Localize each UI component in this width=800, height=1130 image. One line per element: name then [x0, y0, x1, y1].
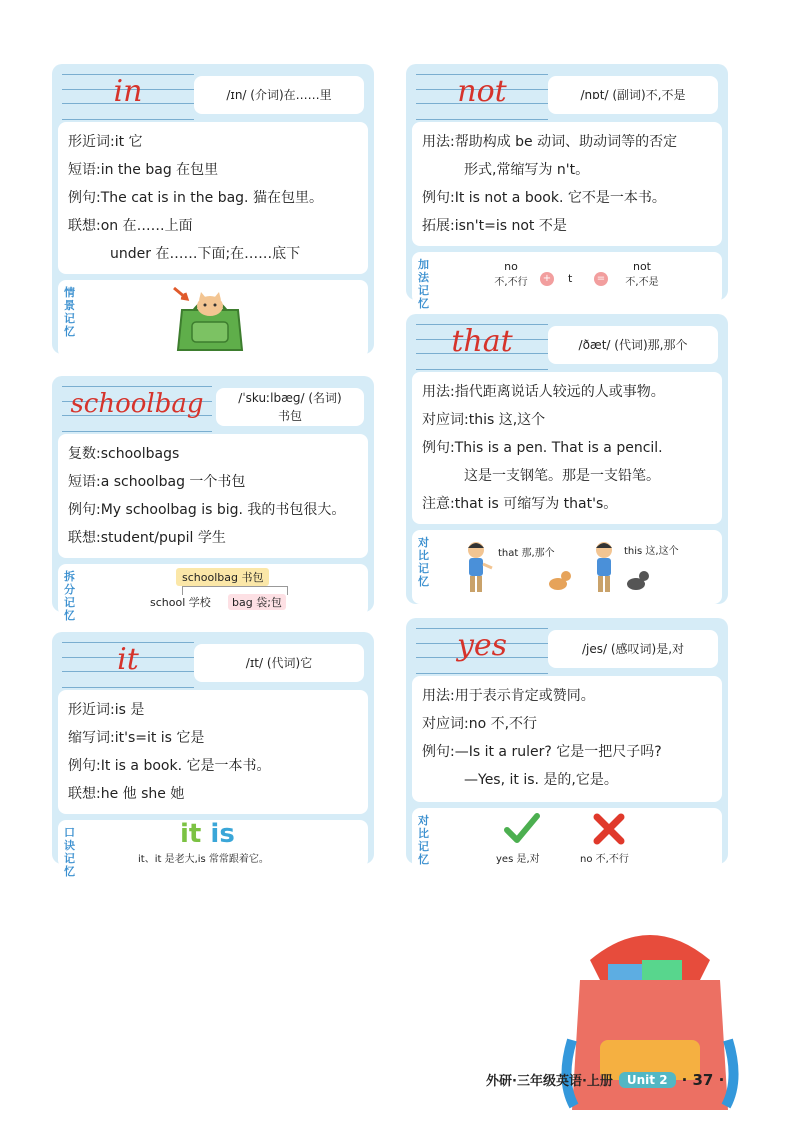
memory-box: [58, 564, 368, 622]
memory-box: [412, 252, 722, 310]
card-body: [412, 676, 722, 802]
cross-icon: [592, 812, 626, 846]
memory-box: [412, 808, 722, 870]
card-not: [406, 64, 728, 310]
phrase: 短语:a schoolbag 一个书包: [68, 474, 246, 490]
association-2: under 在……下面;在……底下: [110, 246, 301, 262]
card-header: [58, 70, 368, 122]
compare-that: that 那,那个: [498, 548, 555, 559]
contraction: 缩写词:it's=it is 它是: [68, 730, 205, 746]
card-header: [412, 70, 722, 122]
association: 联想:student/pupil 学生: [68, 530, 226, 546]
example: 例句:It is a book. 它是一本书。: [68, 758, 271, 774]
usage: 用法:指代距离说话人较远的人或事物。: [422, 384, 665, 400]
memory-box: [58, 819, 368, 878]
check-icon: [504, 812, 540, 846]
memory-label: 口诀记忆: [64, 826, 75, 878]
phrase: 短语:in the bag 在包里: [68, 162, 219, 178]
counterpart: 对应词:no 不,不行: [422, 716, 538, 732]
example: 例句:The cat is in the bag. 猫在包里。: [68, 190, 323, 206]
eq-c: [614, 260, 670, 288]
memory-box: [412, 530, 722, 604]
example-translation: 这是一支钢笔。那是一支铅笔。: [464, 468, 660, 484]
memory-label: 情景记忆: [64, 286, 75, 338]
book-title: 外研·三年级英语·上册: [486, 1074, 613, 1089]
memory-label: 对比记忆: [418, 536, 429, 588]
headword: it: [117, 642, 139, 677]
compare-no: no 不,不行: [580, 854, 629, 865]
cat-in-bag-illustration: [170, 284, 250, 354]
example: 例句:My schoolbag is big. 我的书包很大。: [68, 502, 346, 518]
unit-badge: Unit 2: [619, 1072, 676, 1088]
eq-a-word: no: [504, 260, 518, 273]
it-is-graphic: [180, 820, 235, 848]
phonetic-box: /ɪt/ (代词)它: [194, 644, 364, 682]
phonetic-box: /jes/ (感叹词)是,对: [548, 630, 718, 668]
eq-b: t: [568, 272, 573, 285]
card-it: [52, 632, 374, 878]
card-header: [412, 624, 722, 676]
compare-yes: yes 是,对: [496, 854, 540, 865]
phonetic-box: /ɪn/ (介词)在……里: [194, 76, 364, 114]
card-header: [58, 638, 368, 690]
card-body: [412, 122, 722, 246]
eq-c-meaning: 不,不是: [625, 277, 659, 288]
usage-2: 形式,常缩写为 n't。: [464, 162, 590, 178]
memory-label: 对比记忆: [418, 814, 429, 866]
near-word: 形近词:it 它: [68, 134, 143, 150]
plus-sign: +: [540, 272, 554, 286]
phonetic-line-2: 书包: [277, 409, 302, 423]
card-body: [412, 372, 722, 524]
headword: yes: [456, 628, 508, 663]
headword: that: [451, 324, 513, 359]
plural: 复数:schoolbags: [68, 446, 180, 462]
extension: 拓展:isn't=is not 不是: [422, 218, 567, 234]
example-answer: —Yes, it is. 是的,它是。: [464, 772, 618, 788]
memory-label: 加法记忆: [418, 258, 429, 310]
usage: 用法:帮助构成 be 动词、助动词等的否定: [422, 134, 678, 150]
phonetic-box: [216, 388, 364, 426]
card-body: [58, 690, 368, 814]
page-footer: [486, 1070, 724, 1089]
eq-a-meaning: 不,不行: [494, 277, 528, 288]
association: 联想:on 在……上面: [68, 218, 193, 234]
graphic-is: is: [210, 819, 235, 849]
usage: 用法:用于表示肯定或赞同。: [422, 688, 595, 704]
association: 联想:he 他 she 她: [68, 786, 185, 802]
counterpart: 对应词:this 这,这个: [422, 412, 546, 428]
card-header: [412, 320, 722, 372]
near-word: 形近词:is 是: [68, 702, 145, 718]
note: 注意:that is 可缩写为 that's。: [422, 496, 618, 512]
memory-box: [58, 280, 368, 358]
eq-c-word: not: [632, 260, 651, 273]
memory-label: 拆分记忆: [64, 570, 75, 622]
card-body: [58, 122, 368, 274]
headword: in: [113, 74, 143, 109]
compare-this: this 这,这个: [624, 546, 679, 557]
graphic-it: it: [180, 819, 202, 849]
headword: schoolbag: [70, 389, 204, 419]
split-top: schoolbag 书包: [176, 568, 269, 586]
equals-sign: =: [594, 272, 608, 286]
card-that: [406, 314, 728, 604]
card-in: [52, 64, 374, 354]
card-body: [58, 434, 368, 558]
card-header: [58, 382, 368, 434]
headword: not: [457, 74, 507, 109]
card-schoolbag: [52, 376, 374, 622]
split-right: bag 袋;包: [228, 594, 286, 610]
split-left: school 学校: [150, 596, 211, 609]
phonetic-line-1: /ˈskuːlbæɡ/ (名词): [238, 391, 342, 405]
phonetic-box: /ðæt/ (代词)那,那个: [548, 326, 718, 364]
example: 例句:It is not a book. 它不是一本书。: [422, 190, 666, 206]
schoolbag-illustration: [560, 920, 740, 1120]
eq-a: [486, 260, 536, 288]
example: 例句:This is a pen. That is a pencil.: [422, 440, 663, 456]
page-number: · 37 ·: [681, 1070, 725, 1089]
card-yes: [406, 618, 728, 864]
example: 例句:—Is it a ruler? 它是一把尺子吗?: [422, 744, 662, 760]
rhyme-text: it、it 是老大,is 常常跟着它。: [138, 854, 269, 865]
phonetic-box: /nɒt/ (副词)不,不是: [548, 76, 718, 114]
